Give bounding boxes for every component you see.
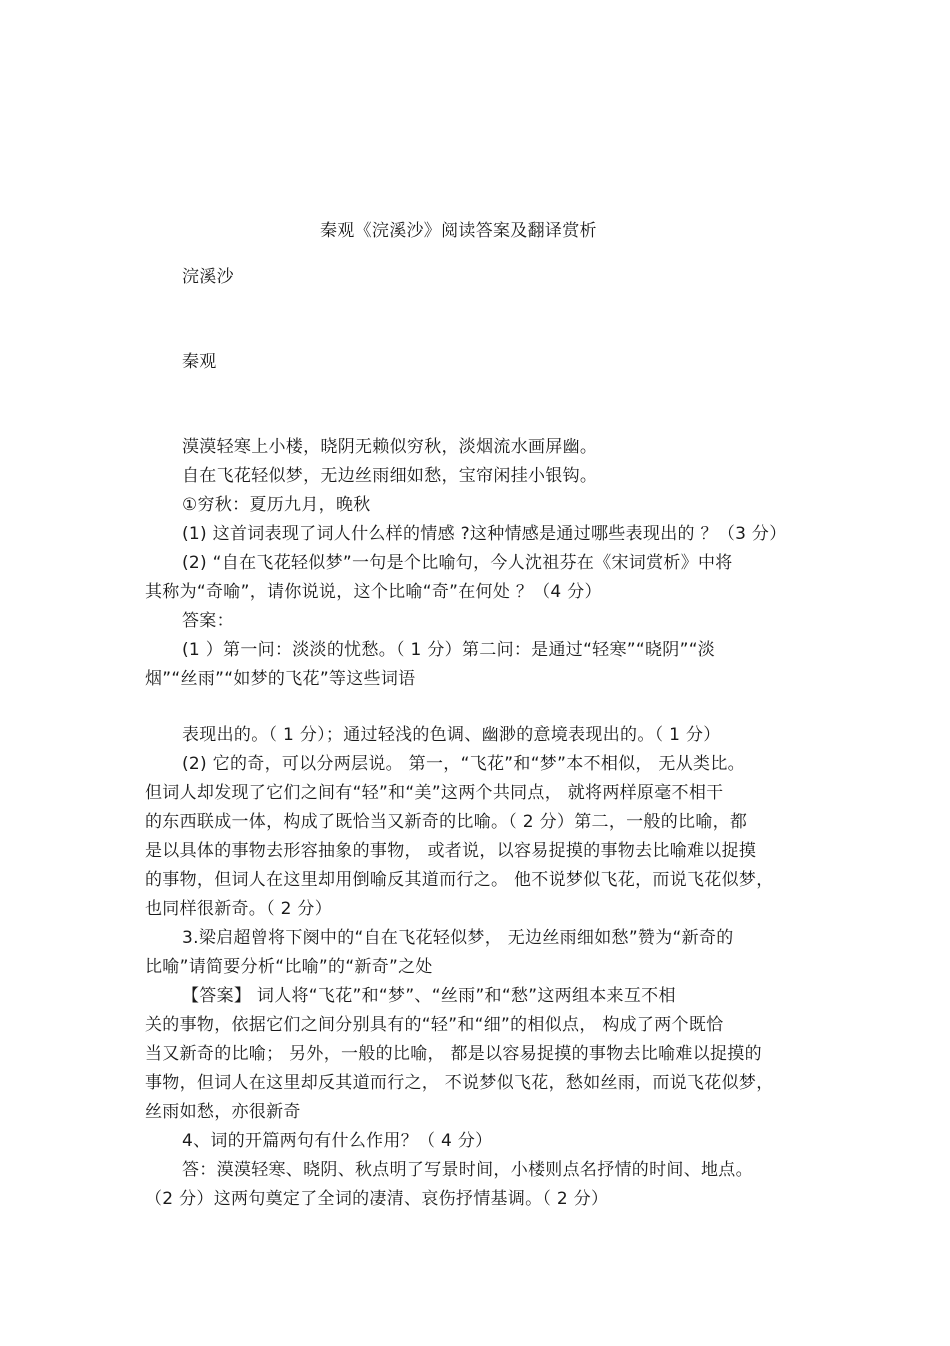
text-line: 关的事物，依据它们之间分别具有的“轻”和“细”的相似点， 构成了两个既恰 [145,1015,724,1035]
text-line: 答：漠漠轻寒、晓阴、秋点明了写景时间，小楼则点名抒情的时间、地点。 [182,1160,753,1180]
text-line: 4、词的开篇两句有什么作用？（ 4 分） [182,1131,493,1151]
text-line: 事物，但词人在这里却反其道而行之， 不说梦似飞花，愁如丝雨，而说飞花似梦， [145,1073,774,1093]
text-line: ①穷秋：夏历九月，晚秋 [182,495,371,515]
text-line: 的事物，但词人在这里却用倒喻反其道而行之。 他不说梦似飞花，而说飞花似梦， [145,870,774,890]
text-line: 3.梁启超曾将下阕中的“自在飞花轻似梦， 无边丝雨细如愁”赞为“新奇的 [182,928,734,948]
poem-title: 浣溪沙 [182,267,234,287]
text-line: 答案： [182,611,234,631]
text-line: 漠漠轻寒上小楼，晓阴无赖似穷秋，淡烟流水画屏幽。 [182,437,598,457]
text-line: 也同样很新奇。（ 2 分） [145,899,333,919]
text-line: (2) 它的奇，可以分两层说。 第一，“飞花”和“梦”本不相似， 无从类比。 [182,754,745,774]
text-line: 但词人却发现了它们之间有“轻”和“美”这两个共同点， 就将两样原毫不相干 [145,783,724,803]
text-line: (1) 这首词表现了词人什么样的情感 ?这种情感是通过哪些表现出的 ？（3 分） [182,524,787,544]
text-line: 丝雨如愁，亦很新奇 [145,1102,301,1122]
text-line: 自在飞花轻似梦，无边丝雨细如愁，宝帘闲挂小银钩。 [182,466,598,486]
text-line: 【答案】 词人将“飞花”和“梦”、“丝雨”和“愁”这两组本来互不相 [182,986,676,1006]
document-title: 秦观《浣溪沙》阅读答案及翻译赏析 [320,221,597,241]
text-line: 表现出的。（ 1 分）；通过轻浅的色调、幽渺的意境表现出的。（ 1 分） [182,725,721,745]
poem-author: 秦观 [182,352,217,372]
text-line: (2) “自在飞花轻似梦”一句是个比喻句，今人沈祖芬在《宋词赏析》中将 [182,553,733,573]
text-line: 是以具体的事物去形容抽象的事物， 或者说，以容易捉摸的事物去比喻难以捉摸 [145,841,757,861]
text-line: 烟”“丝雨”“如梦的飞花”等这些词语 [145,669,416,689]
text-line: 其称为“奇喻”，请你说说，这个比喻“奇”在何处 ？（4 分） [145,582,602,602]
text-line: 当又新奇的比喻； 另外，一般的比喻， 都是以容易捉摸的事物去比喻难以捉摸的 [145,1044,762,1064]
text-line: 比喻”请简要分析“比喻”的“新奇”之处 [145,957,433,977]
text-line: （2 分）这两句奠定了全词的凄清、哀伤抒情基调。（ 2 分） [145,1189,609,1209]
text-line: (1 ）第一问：淡淡的忧愁。（ 1 分）第二问：是通过“轻寒”“晓阴”“淡 [182,640,716,660]
text-line: 的东西联成一体，构成了既恰当又新奇的比喻。（ 2 分）第二，一般的比喻，都 [145,812,748,832]
